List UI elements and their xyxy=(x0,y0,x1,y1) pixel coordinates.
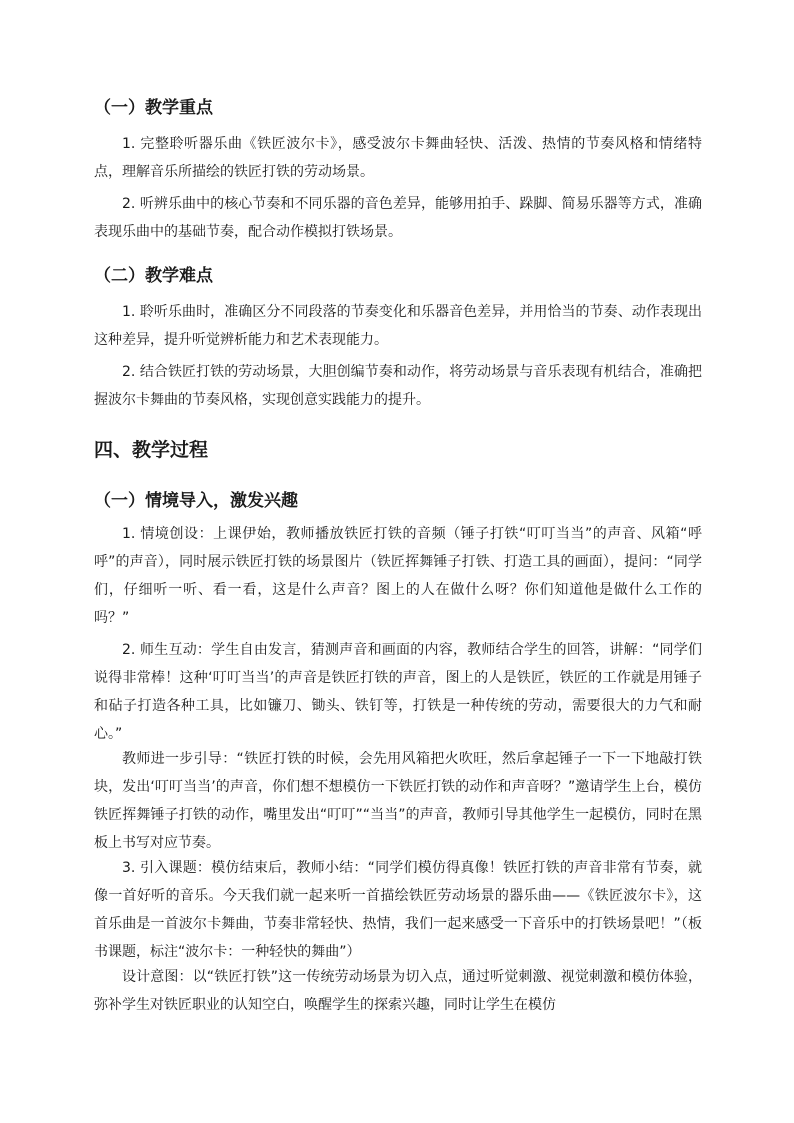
paragraph-design-intent: 设计意图：以“铁匠打铁”这一传统劳动场景为切入点，通过听觉刺激、视觉刺激和模仿体验，弥补学生对铁匠职业的认知空白，唤醒学生的探索兴趣，同时让学生在模仿 xyxy=(94,969,702,1013)
paragraph-process-2: 2. 师生互动：学生自由发言，猜测声音和画面的内容，教师结合学生的回答，讲解：“同学们说得非常棒！这种‘叮叮当当’的声音是铁匠打铁的声音，图上的人是铁匠，铁匠的工作就是用锤子和砧子打造各种工具，比如镰刀、锄头、铁钉等，打铁是一种传统的劳动，需要很大的力气和耐心。” xyxy=(94,642,702,742)
heading-teaching-focus: （一）教学重点 xyxy=(94,98,213,118)
paragraph-focus-2: 2. 听辨乐曲中的核心节奏和不同乐器的音色差异，能够用拍手、跺脚、简易乐器等方式，准确表现乐曲中的基础节奏，配合动作模拟打铁场景。 xyxy=(94,196,702,240)
paragraph-difficulty-2: 2. 结合铁匠打铁的劳动场景，大胆创编节奏和动作，将劳动场景与音乐表现有机结合，准确把握波尔卡舞曲的节奏风格，实现创意实践能力的提升。 xyxy=(94,364,702,408)
heading-teaching-difficulty: （二）教学难点 xyxy=(94,266,213,286)
paragraph-process-4: 3. 引入课题：模仿结束后，教师小结：“同学们模仿得真像！铁匠打铁的声音非常有节奏，就像一首好听的音乐。今天我们就一起来听一首描绘铁匠劳动场景的器乐曲——《铁匠波尔卡》，这首乐曲是一首波尔卡舞曲，节奏非常轻快、热情，我们一起来感受一下音乐中的打铁场景吧！”（板书课题，标注“波尔卡：一种轻快的舞曲”） xyxy=(94,860,702,960)
paragraph-focus-1: 1. 完整聆听器乐曲《铁匠波尔卡》，感受波尔卡舞曲轻快、活泼、热情的节奏风格和情绪特点，理解音乐所描绘的铁匠打铁的劳动场景。 xyxy=(94,136,702,180)
paragraph-difficulty-1: 1. 聆听乐曲时，准确区分不同段落的节奏变化和乐器音色差异，并用恰当的节奏、动作表现出这种差异，提升听觉辨析能力和艺术表现能力。 xyxy=(94,304,702,348)
heading-teaching-process: 四、教学过程 xyxy=(94,439,209,461)
paragraph-process-3: 教师进一步引导：“铁匠打铁的时候，会先用风箱把火吹旺，然后拿起锤子一下一下地敲打铁块，发出‘叮叮当当’的声音，你们想不想模仿一下铁匠打铁的动作和声音呀？”邀请学生上台，模仿铁匠挥舞锤子打铁的动作，嘴里发出“叮叮”“当当”的声音，教师引导其他学生一起模仿，同时在黑板上书写对应节奏。 xyxy=(94,751,702,851)
paragraph-process-1: 1. 情境创设：上课伊始，教师播放铁匠打铁的音频（锤子打铁“叮叮当当”的声音、风箱“呼呼”的声音），同时展示铁匠打铁的场景图片（铁匠挥舞锤子打铁、打造工具的画面），提问：“同学们，仔细听一听、看一看，这是什么声音？图上的人在做什么呀？你们知道他是做什么工作的吗？” xyxy=(94,526,702,626)
heading-situation-intro: （一）情境导入，激发兴趣 xyxy=(94,491,298,511)
